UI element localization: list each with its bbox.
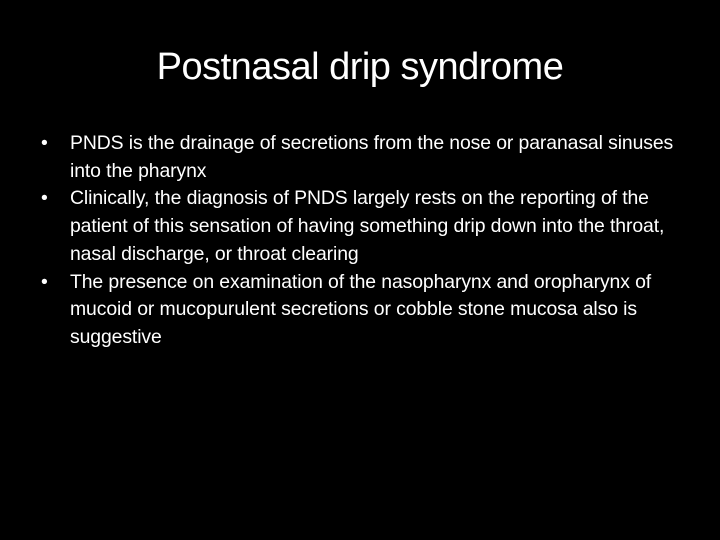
bullet-text: The presence on examination of the nasopharynx and oropharynx of mucoid or mucopurulent secretions or cobble stone mucosa also is suggestive	[70, 270, 652, 348]
bullet-marker-icon: •	[41, 270, 48, 293]
bullet-item	[40, 269, 690, 352]
bullet-list	[40, 130, 690, 352]
bullet-marker-icon: •	[41, 132, 48, 154]
bullet-text: Clinically, the diagnosis of PNDS largely rests on the reporting of the patient of this sensation of having something drip down into the throat, nasal discharge, or throat clearing	[70, 187, 665, 265]
bullet-item	[40, 130, 690, 185]
bullet-item	[40, 185, 690, 268]
slide-title: Postnasal drip syndrome	[156, 46, 564, 88]
bullet-text: PNDS is the drainage of secretions from the nose or paranasal sinuses into the pharynx	[70, 132, 674, 182]
bullet-marker-icon: •	[41, 187, 48, 210]
